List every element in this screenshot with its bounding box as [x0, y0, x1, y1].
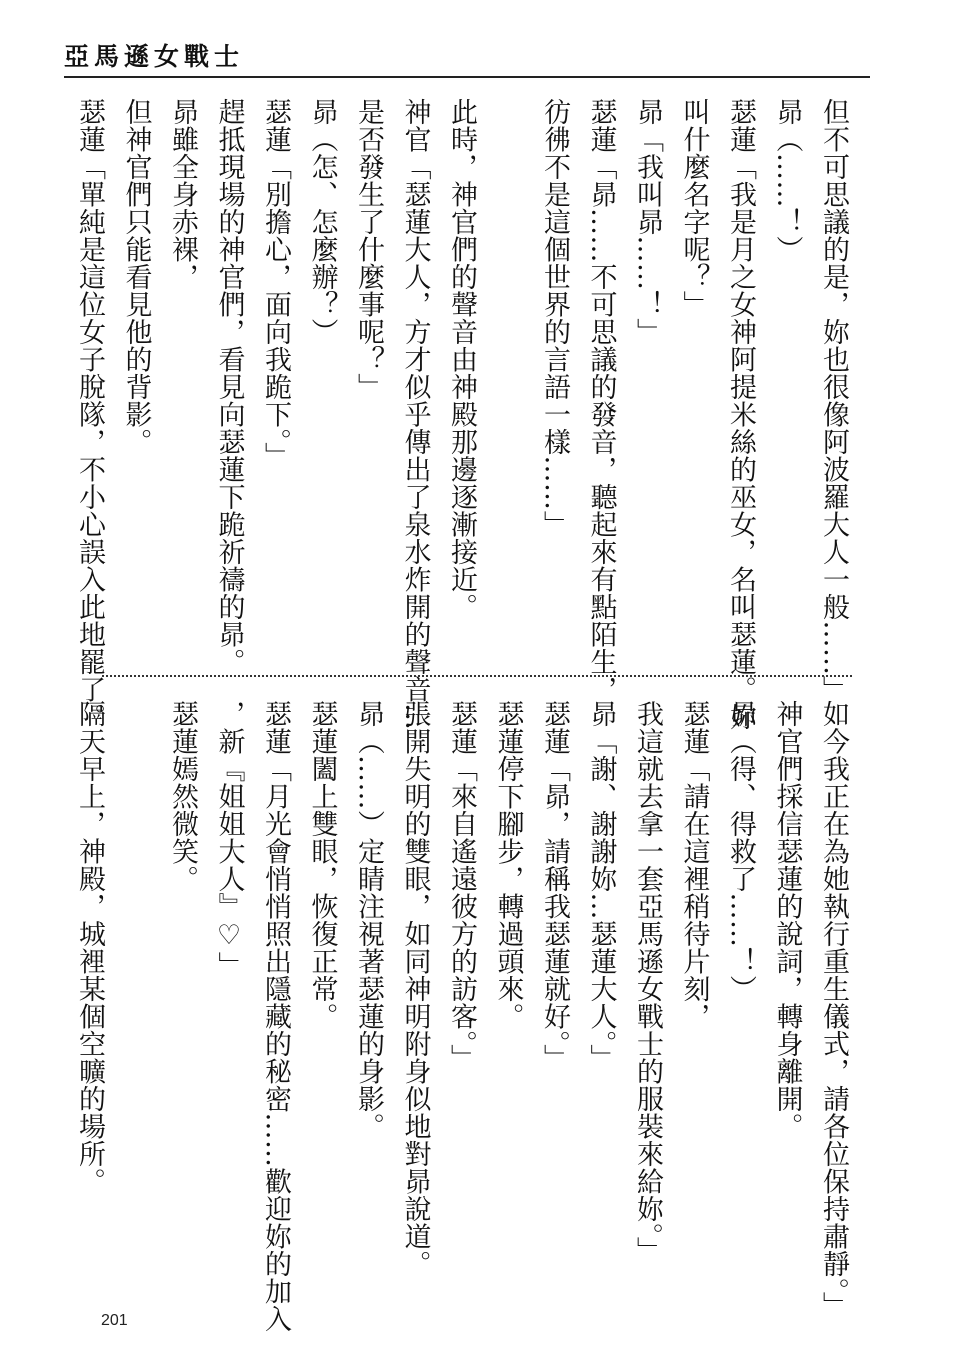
- text-column: 但神官們只能看見他的背影。: [120, 98, 152, 456]
- text-column: 昴「謝、謝謝妳…瑟蓮大人。」: [585, 700, 617, 1072]
- text-column: 瑟蓮「我是月之女神阿提米絲的巫女，名叫瑟蓮。妳: [725, 98, 756, 731]
- text-column: 昴雖全身赤裸，: [167, 98, 198, 291]
- text-column: 昴（得、得救了……！）: [725, 700, 756, 1003]
- book-title: 亞馬遜女戰士: [64, 42, 245, 71]
- text-column: ，新『姐姐大人』♡」: [213, 700, 245, 979]
- text-column: 是否發生了什麼事呢？」: [353, 98, 384, 401]
- text-column: 瑟蓮闔上雙眼，恢復正常。: [306, 700, 338, 1030]
- text-column: 神官們採信瑟蓮的說詞，轉身離開。: [771, 700, 803, 1140]
- text-column: 如今我正在為她執行重生儀式，請各位保持肅靜。」: [818, 700, 849, 1319]
- text-column: 昴（……）定睛注視著瑟蓮的身影。: [353, 700, 384, 1140]
- text-column: 瑟蓮停下腳步，轉過頭來。: [492, 700, 524, 1030]
- text-column: 瑟蓮「單純是這位女子脫隊，不小心誤入此地罷了。: [74, 98, 105, 731]
- header-rule: [64, 76, 870, 78]
- text-column: 隔天早上，神殿，城裡某個空曠的場所。: [74, 700, 105, 1195]
- text-column: 瑟蓮「來自遙遠彼方的訪客。」: [446, 700, 477, 1072]
- text-column: 張開失明的雙眼，如同神明附身似地對昴說道。: [399, 700, 431, 1278]
- text-column: 昴「我叫昴……！」: [632, 98, 663, 346]
- text-column: 瑟蓮「昴，請稱我瑟蓮就好。」: [539, 700, 570, 1072]
- text-column: 瑟蓮「昴……不可思議的發音，聽起來有點陌生，: [585, 98, 617, 703]
- text-column: 昴（……！）: [771, 98, 803, 263]
- text-column: 瑟蓮「請在這裡稍待片刻，: [678, 700, 710, 1030]
- text-column: 彷彿不是這個世界的言語一樣……」: [539, 98, 570, 538]
- text-column: 瑟蓮嫣然微笑。: [167, 700, 198, 893]
- text-column: 叫什麼名字呢？」: [678, 98, 710, 318]
- text-column: 此時，神官們的聲音由神殿那邊逐漸接近。: [446, 98, 477, 621]
- text-column: 昴（怎、怎麼辦？）: [306, 98, 338, 346]
- text-column: 神官「瑟蓮大人，方才似乎傳出了泉水炸開的聲音…: [399, 98, 431, 731]
- text-column: 趕抵現場的神官們，看見向瑟蓮下跪祈禱的昴。: [213, 98, 245, 676]
- text-column: 瑟蓮「月光會悄悄照出隱藏的秘密……歡迎妳的加入: [260, 700, 291, 1333]
- scene-break-dotted-rule: [102, 675, 852, 677]
- text-block-upper: [74, 98, 856, 731]
- page-number: 201: [101, 1312, 128, 1329]
- text-column: 但不可思議的是，妳也很像阿波羅大人一般……」: [818, 98, 849, 703]
- text-column: 瑟蓮「別擔心，面向我跪下。」: [260, 98, 291, 470]
- text-column: 我這就去拿一套亞馬遜女戰士的服裝來給妳。」: [632, 700, 663, 1264]
